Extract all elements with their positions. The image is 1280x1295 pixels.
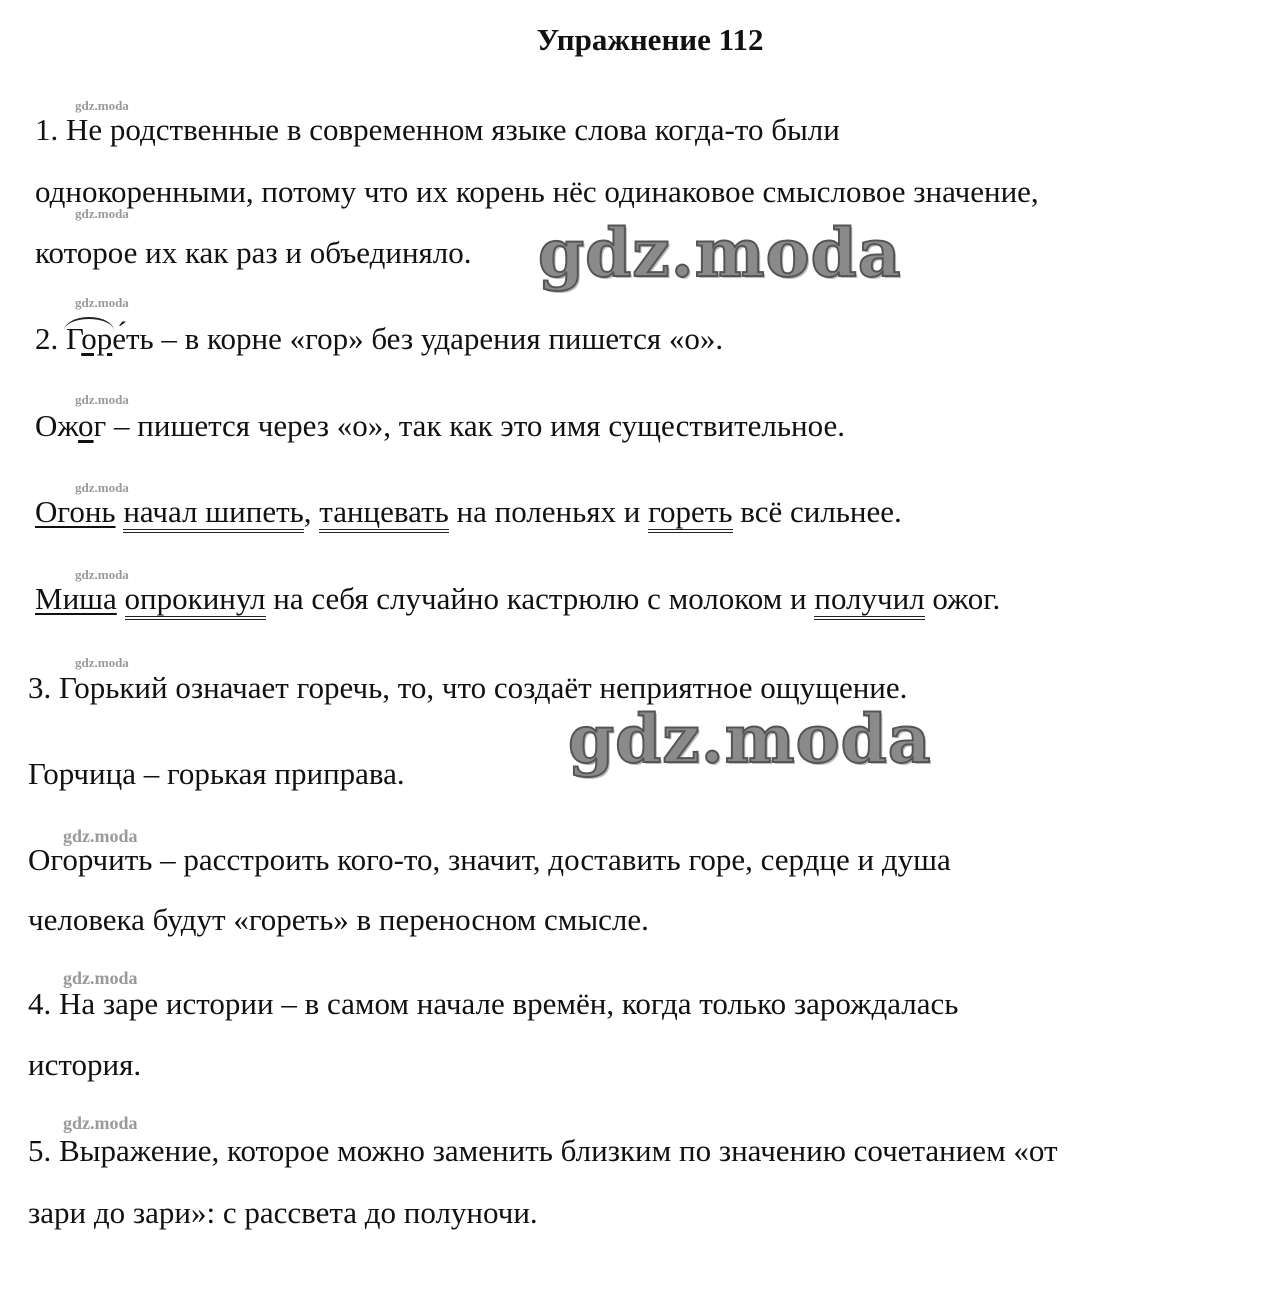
paragraph-6-line-1: Огорчить – расстроить кого-то, значит, доставить горе, сердце и душа: [28, 842, 951, 877]
paragraph-5: Горчица – горькая приправа.: [28, 756, 405, 791]
paragraph-1-line-2: однокоренными, потому что их корень нёс одинаковое смысловое значение,: [35, 174, 1039, 209]
watermark-small: gdz.moda: [75, 655, 129, 670]
paragraph-8-line-1: 5. Выражение, которое можно заменить близким по значению сочетанием «от: [28, 1133, 1058, 1168]
watermark-small: gdz.moda: [75, 98, 129, 113]
predicate: опрокинул: [125, 581, 266, 620]
paragraph-1-line-1: 1. Не родственные в современном языке слова когда-то были: [35, 112, 840, 147]
watermark-small: gdz.moda: [63, 968, 138, 988]
example-sentence-2: Миша опрокинул на себя случайно кастрюлю с молоком и получил ожог.: [35, 579, 1000, 619]
subject: Огонь: [35, 494, 116, 529]
item-number: 2.: [35, 321, 66, 356]
predicate: танцевать: [319, 494, 449, 533]
predicate: гореть: [648, 494, 732, 533]
paragraph-6-line-2: человека будут «гореть» в переносном смысле.: [28, 902, 649, 937]
paragraph-8-line-2: зари до зари»: с рассвета до полуночи.: [28, 1195, 538, 1230]
watermark-small: gdz.moda: [63, 1113, 138, 1133]
predicate: начал шипеть: [123, 494, 303, 533]
root-underlined: ор: [81, 321, 113, 356]
watermark-large: gdz.moda: [568, 700, 932, 778]
paragraph-2: 2. Горе́ть – в корне «гор» без ударения пишется «о».: [35, 319, 723, 359]
watermark-small: gdz.moda: [75, 567, 129, 582]
paragraph-7-line-1: 4. На заре истории – в самом начале времён, когда только зарождалась: [28, 986, 959, 1021]
word-with-root-mark: Гор: [66, 319, 112, 359]
watermark-small: gdz.moda: [75, 392, 129, 407]
subject: Миша: [35, 581, 117, 616]
watermark-small: gdz.moda: [75, 206, 129, 221]
example-sentence-1: Огонь начал шипеть, танцевать на поленьях и гореть всё сильнее.: [35, 492, 902, 532]
paragraph-1-line-3: которое их как раз и объединяло.: [35, 235, 472, 270]
paragraph-4: 3. Горький означает горечь, то, что создаёт неприятное ощущение.: [28, 670, 908, 705]
paragraph-3: Ожог – пишется через «о», так как это имя существительное.: [35, 408, 845, 443]
paragraph-7-line-2: история.: [28, 1047, 142, 1082]
exercise-title: Упражнение 112: [536, 22, 764, 57]
root-arc: [64, 317, 114, 331]
predicate: получил: [814, 581, 924, 620]
watermark-small: gdz.moda: [75, 480, 129, 495]
vowel-underlined: о: [78, 408, 94, 443]
watermark-small: gdz.moda: [63, 826, 138, 846]
watermark-small: gdz.moda: [75, 295, 129, 310]
watermark-large: gdz.moda: [538, 214, 902, 292]
